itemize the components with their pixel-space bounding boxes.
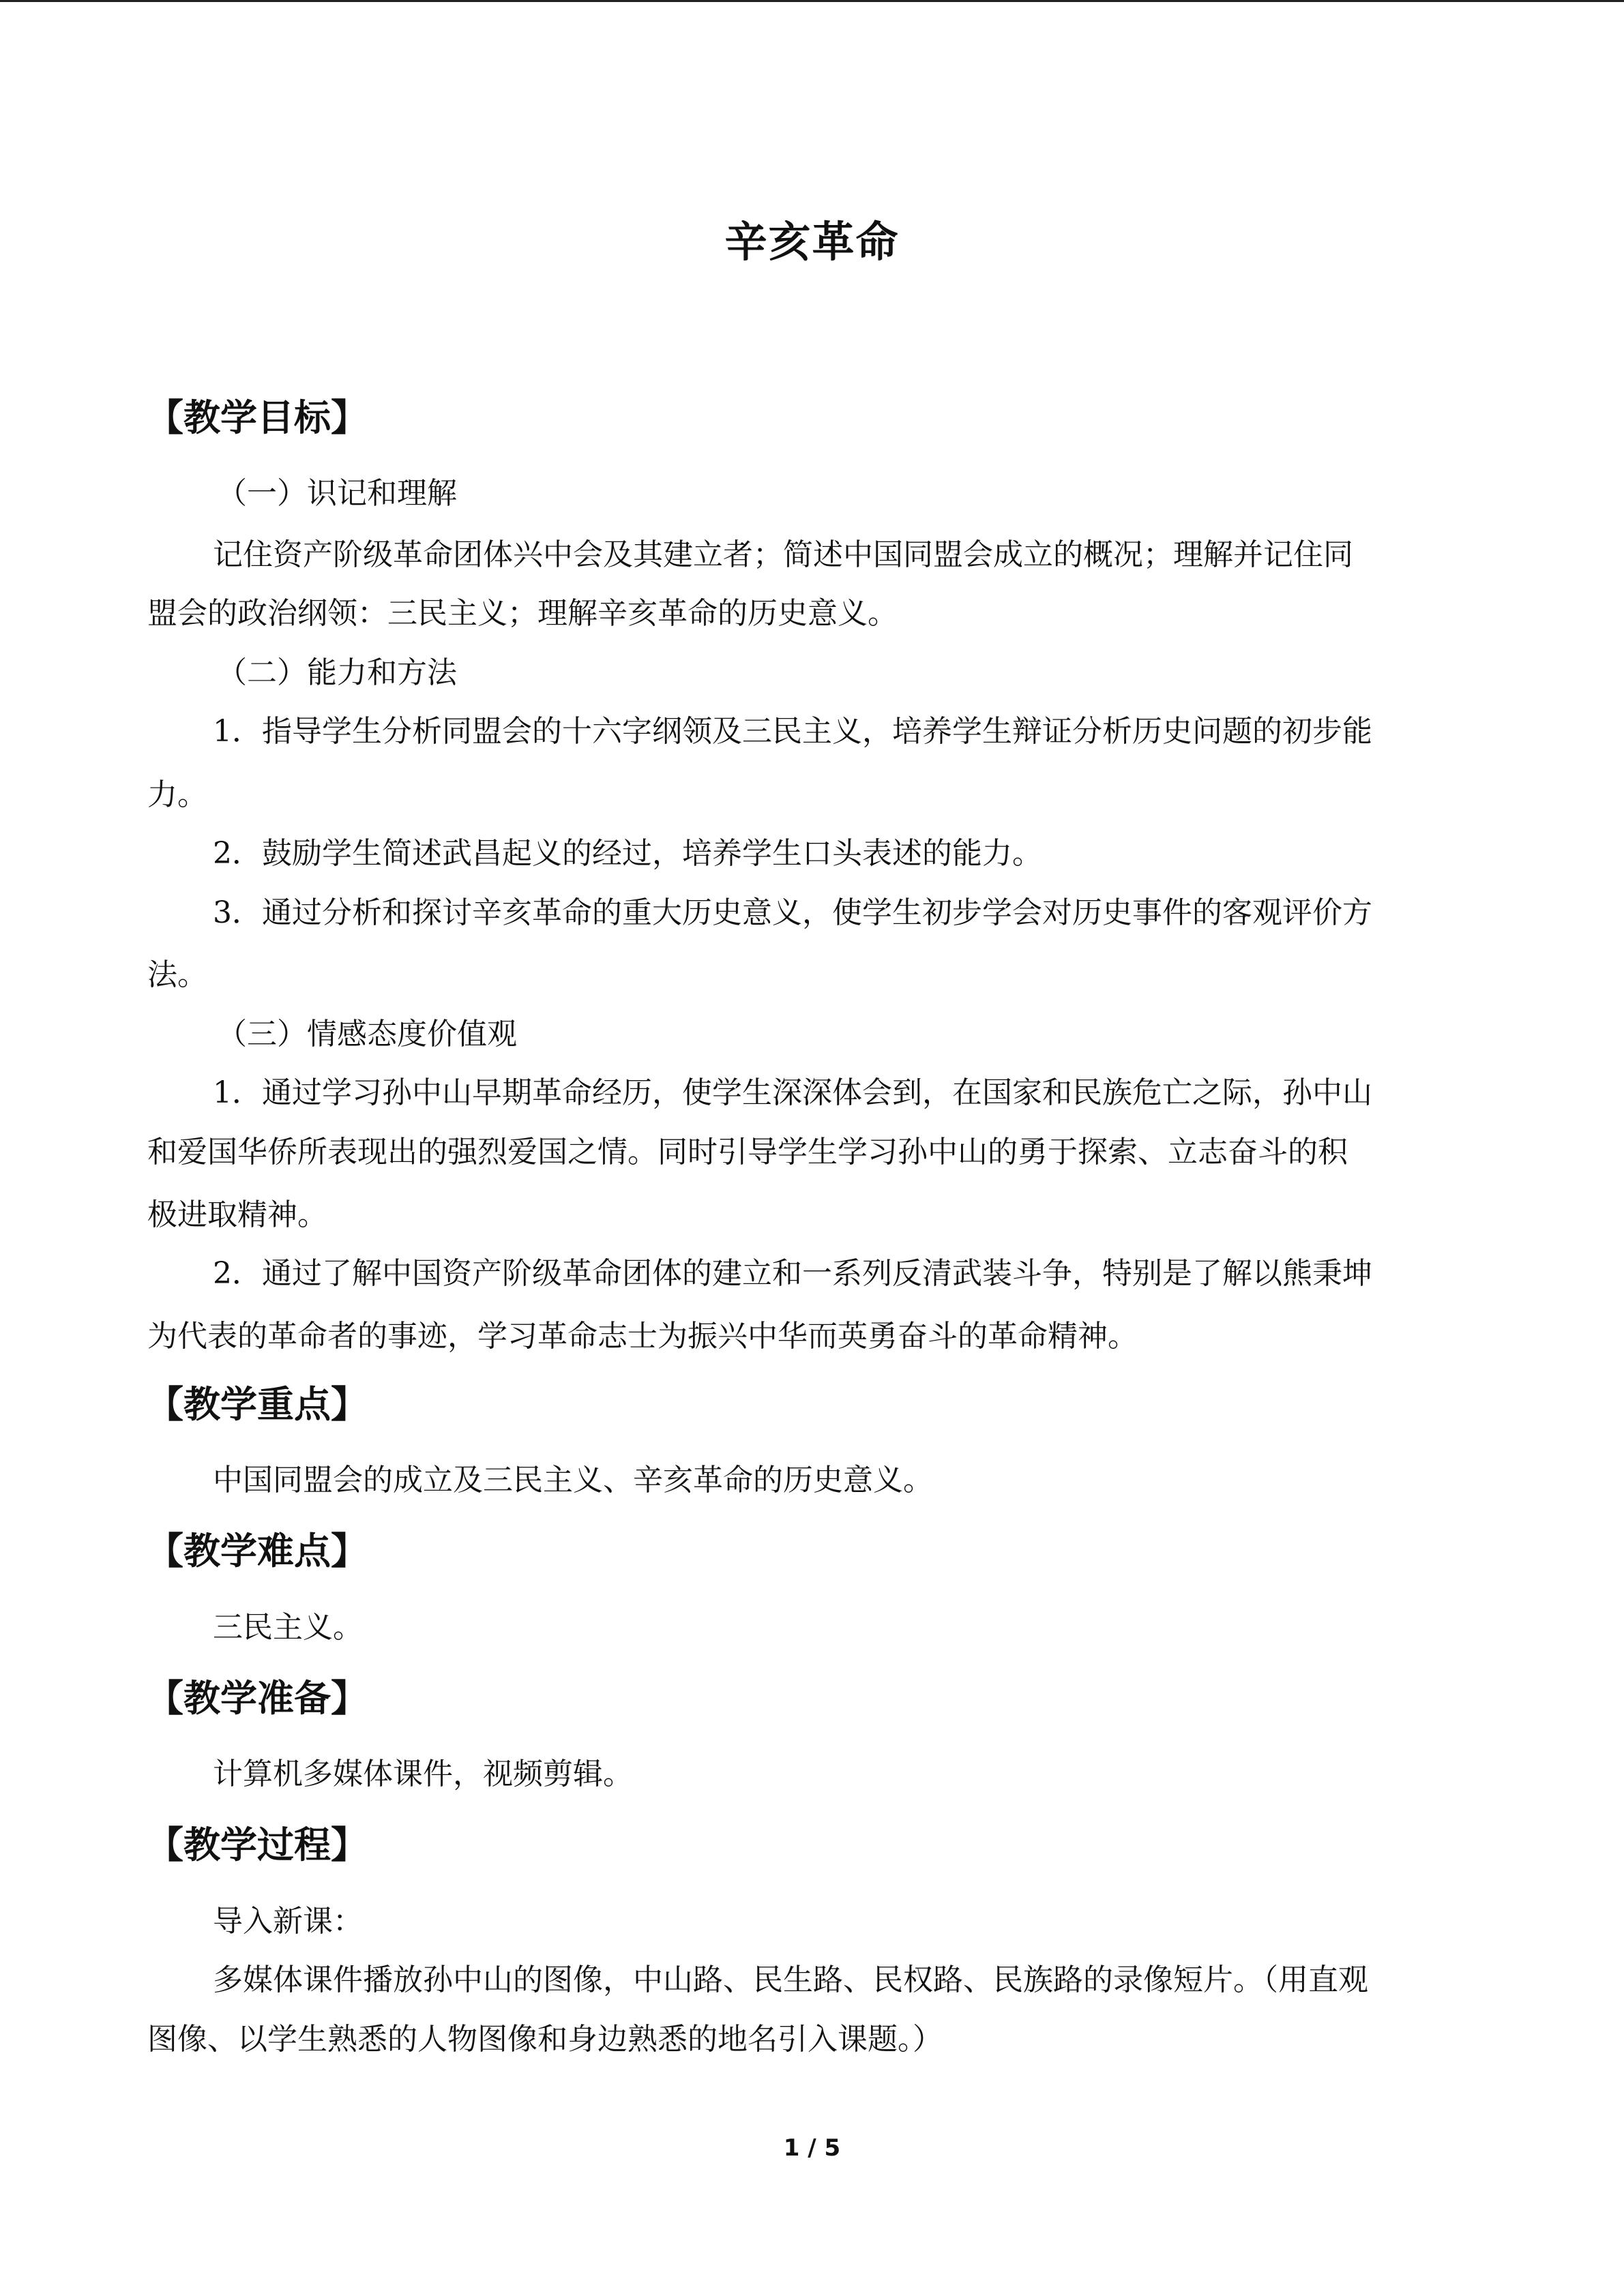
heading-key-points: 【教学重点】 [147, 1383, 368, 1426]
document-title: 辛亥革命 [724, 217, 900, 267]
paragraph-line: 图像、以学生熟悉的人物图像和身边熟悉的地名引入课题。） [147, 2022, 943, 2057]
subheading-ability-method: （二）能力和方法 [217, 655, 457, 690]
paragraph-line: 计算机多媒体课件，视频剪辑。 [213, 1757, 633, 1791]
paragraph-line: 多媒体课件播放孙中山的图像，中山路、民生路、民权路、民族路的录像短片。（用直观 [213, 1963, 1368, 1997]
paragraph-line: 三民主义。 [213, 1610, 363, 1645]
heading-difficulties: 【教学难点】 [147, 1530, 368, 1572]
paragraph-line: 1．指导学生分析同盟会的十六字纲领及三民主义，培养学生辩证分析历史问题的初步能 [213, 714, 1372, 749]
paragraph-line: 为代表的革命者的事迹，学习革命志士为振兴中华而英勇奋斗的革命精神。 [147, 1319, 1138, 1354]
paragraph-line: 导入新课： [213, 1904, 363, 1939]
paragraph-line: 法。 [147, 957, 207, 992]
heading-teaching-process: 【教学过程】 [147, 1823, 368, 1866]
paragraph-line: 力。 [147, 777, 207, 812]
subheading-memorize-understand: （一）识记和理解 [217, 476, 457, 511]
paragraph-line: 记住资产阶级革命团体兴中会及其建立者；简述中国同盟会成立的概况；理解并记住同 [213, 537, 1353, 572]
paragraph-line: 3．通过分析和探讨辛亥革命的重大历史意义，使学生初步学会对历史事件的客观评价方 [213, 895, 1372, 930]
paragraph-line: 1．通过学习孙中山早期革命经历，使学生深深体会到，在国家和民族危亡之际，孙中山 [213, 1075, 1372, 1110]
paragraph-line: 中国同盟会的成立及三民主义、辛亥革命的历史意义。 [213, 1463, 933, 1497]
paragraph-line: 和爱国华侨所表现出的强烈爱国之情。同时引导学生学习孙中山的勇于探索、立志奋斗的积 [147, 1135, 1348, 1169]
subheading-emotion-values: （三）情感态度价值观 [217, 1017, 517, 1052]
paragraph-line: 极进取精神。 [147, 1197, 327, 1232]
heading-preparation: 【教学准备】 [147, 1677, 368, 1720]
page-number: 1 / 5 [783, 2134, 841, 2162]
heading-teaching-objectives: 【教学目标】 [147, 396, 368, 439]
paragraph-line: 2．通过了解中国资产阶级革命团体的建立和一系列反清武装斗争，特别是了解以熊秉坤 [213, 1256, 1372, 1291]
paragraph-line: 2．鼓励学生简述武昌起义的经过，培养学生口头表述的能力。 [213, 836, 1042, 871]
paragraph-line: 盟会的政治纲领：三民主义；理解辛亥革命的历史意义。 [147, 596, 898, 631]
